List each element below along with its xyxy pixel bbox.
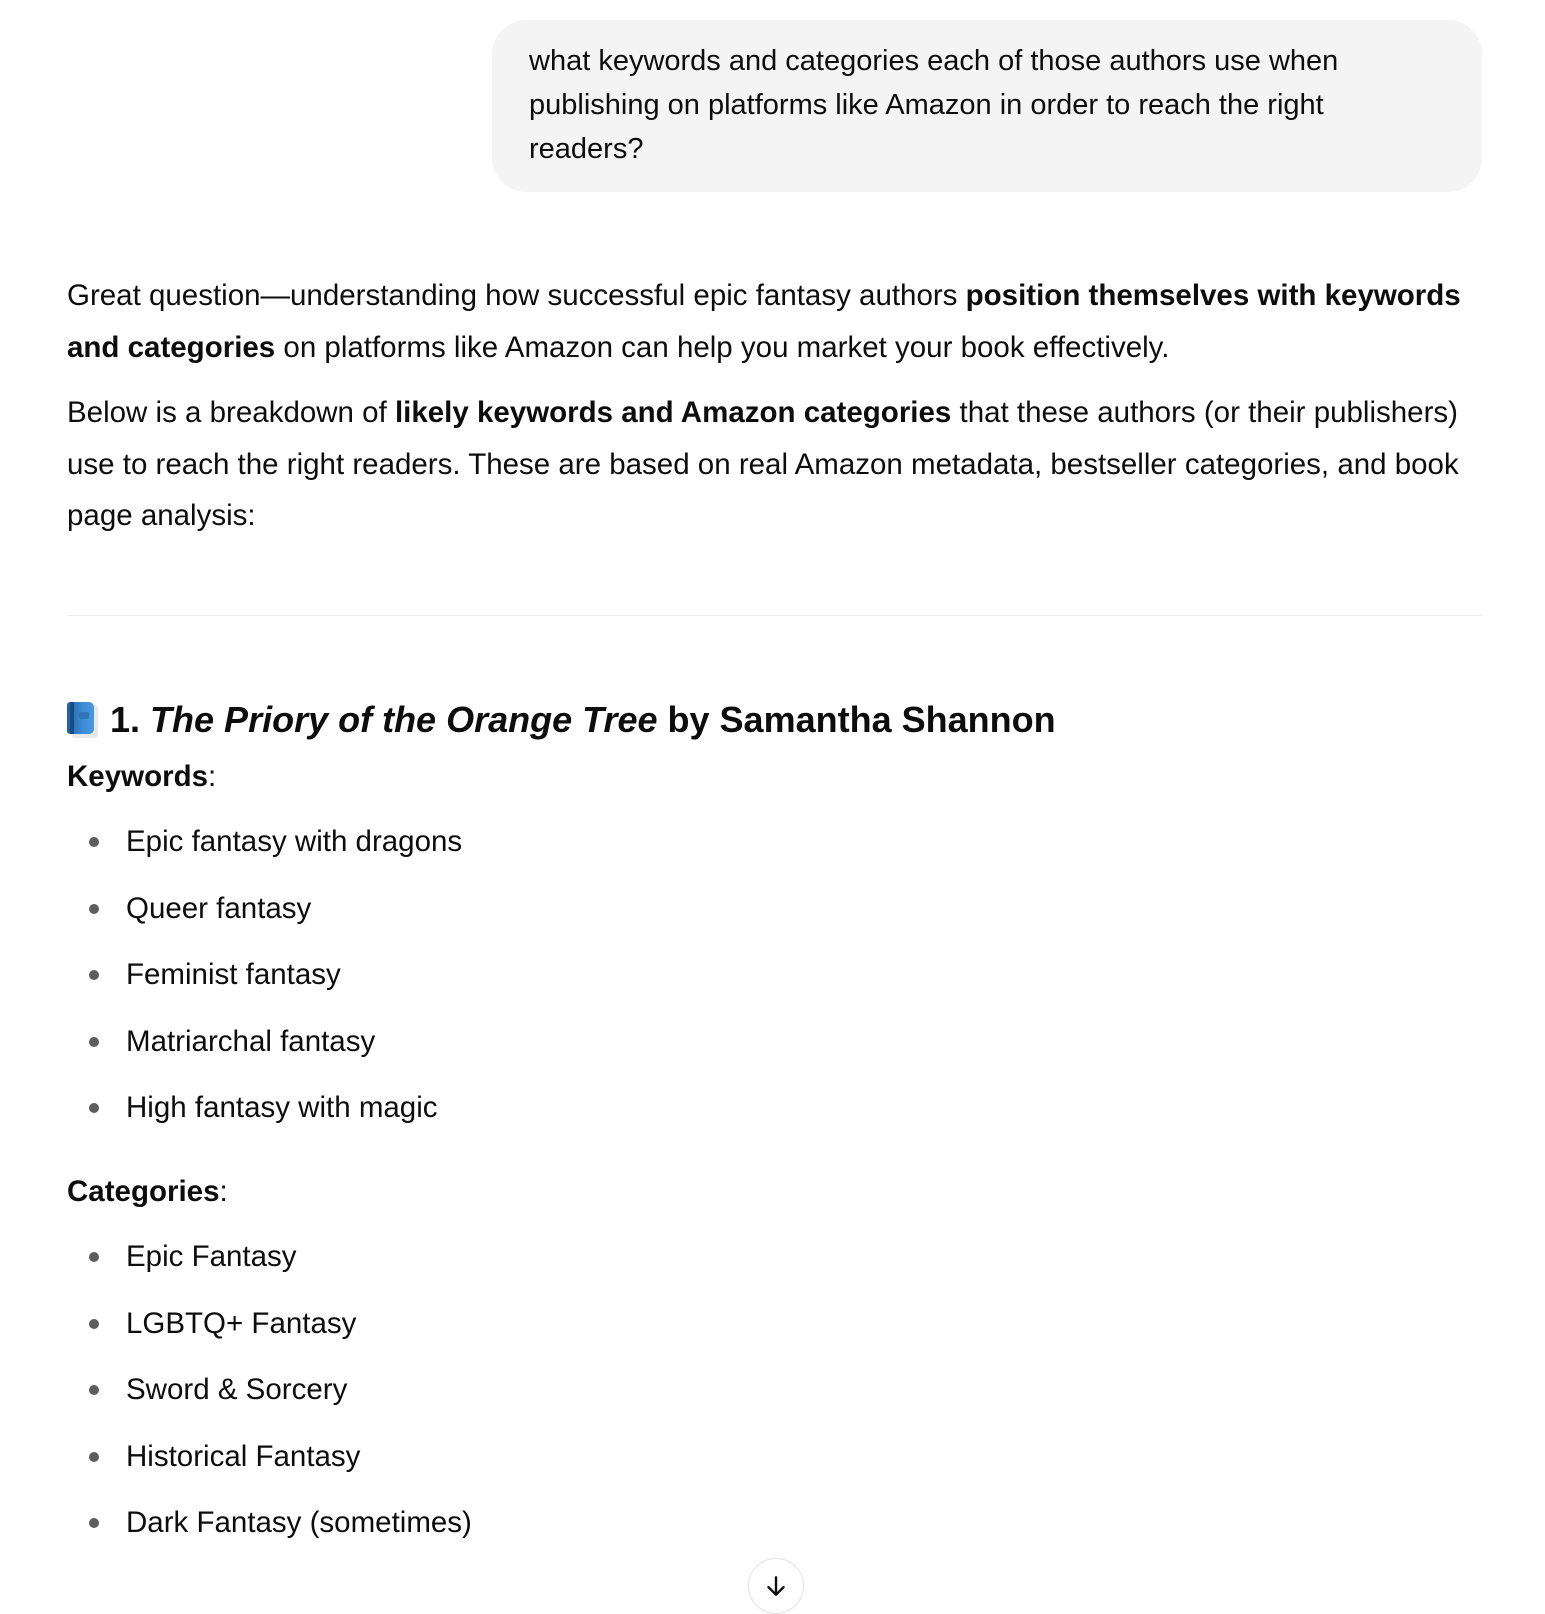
list-item-text: LGBTQ+ Fantasy: [126, 1306, 357, 1340]
list-item: [67, 1304, 472, 1371]
list-item-text: High fantasy with magic: [126, 1091, 438, 1124]
book-number: 1.: [110, 699, 141, 740]
list-item-text: Sword & Sorcery: [126, 1373, 348, 1406]
blue-book-icon: [67, 702, 98, 738]
list-item-text: Dark Fantasy (sometimes): [126, 1506, 472, 1539]
list-item: [67, 955, 462, 1022]
bullet-dot: [89, 1452, 99, 1462]
list-item: [67, 1237, 472, 1304]
keywords-list: [67, 822, 462, 1155]
list-item-text: Feminist fantasy: [126, 958, 341, 991]
book-heading: [67, 695, 1056, 745]
list-item: [67, 1370, 472, 1437]
user-message-text: what keywords and categories each of those authors use when publishing on platforms like Amazon in order to reach the right readers?: [529, 45, 1339, 165]
categories-label: Categories:: [67, 1175, 228, 1208]
breakdown-paragraph: [67, 387, 1482, 542]
bullet-dot: [89, 1385, 99, 1395]
keywords-label: Keywords:: [67, 760, 217, 793]
intro-text-2: on platforms like Amazon can help you market your book effectively.: [275, 330, 1170, 364]
categories-list: [67, 1237, 472, 1570]
arrow-down-icon: [763, 1573, 789, 1599]
list-item-text: Queer fantasy: [126, 891, 312, 925]
bullet-dot: [89, 1103, 99, 1113]
list-item: [67, 889, 462, 956]
bullet-dot: [89, 970, 99, 980]
breakdown-text-1: Below is a breakdown of: [67, 396, 395, 429]
bullet-dot: [89, 1252, 99, 1262]
intro-bold-text: position themselves with keywords and categories: [67, 279, 1461, 364]
bullet-dot: [89, 837, 99, 847]
bullet-dot: [89, 1319, 99, 1329]
list-item-text: Matriarchal fantasy: [126, 1024, 376, 1058]
breakdown-text-2: that these authors (or their publishers) use to reach the right readers. These are based on real Amazon metadata, bestseller categories, and book page analysis:: [67, 396, 1459, 532]
categories-label-text: Categories: [67, 1175, 220, 1208]
section-divider: [67, 615, 1482, 616]
bullet-dot: [89, 1037, 99, 1047]
book-title: The Priory of the Orange Tree: [150, 699, 658, 740]
list-item: [67, 1022, 462, 1089]
list-item: [67, 1437, 472, 1504]
list-item-text: Epic fantasy with dragons: [126, 825, 463, 858]
list-item: [67, 1503, 472, 1570]
keywords-label-text: Keywords: [67, 760, 208, 793]
user-message-bubble: [492, 20, 1482, 192]
book-author: by Samantha Shannon: [667, 699, 1056, 740]
scroll-to-bottom-button[interactable]: [748, 1558, 804, 1614]
list-item: [67, 822, 462, 889]
intro-paragraph: [67, 270, 1482, 373]
assistant-response: [67, 270, 1482, 556]
intro-text-1: Great question—understanding how successful epic fantasy authors: [67, 279, 966, 312]
list-item-text: Epic Fantasy: [126, 1240, 297, 1273]
list-item-text: Historical Fantasy: [126, 1439, 361, 1473]
list-item: [67, 1088, 462, 1155]
breakdown-bold-text: likely keywords and Amazon categories: [394, 396, 952, 429]
bullet-dot: [89, 1518, 99, 1528]
bullet-dot: [89, 904, 99, 914]
